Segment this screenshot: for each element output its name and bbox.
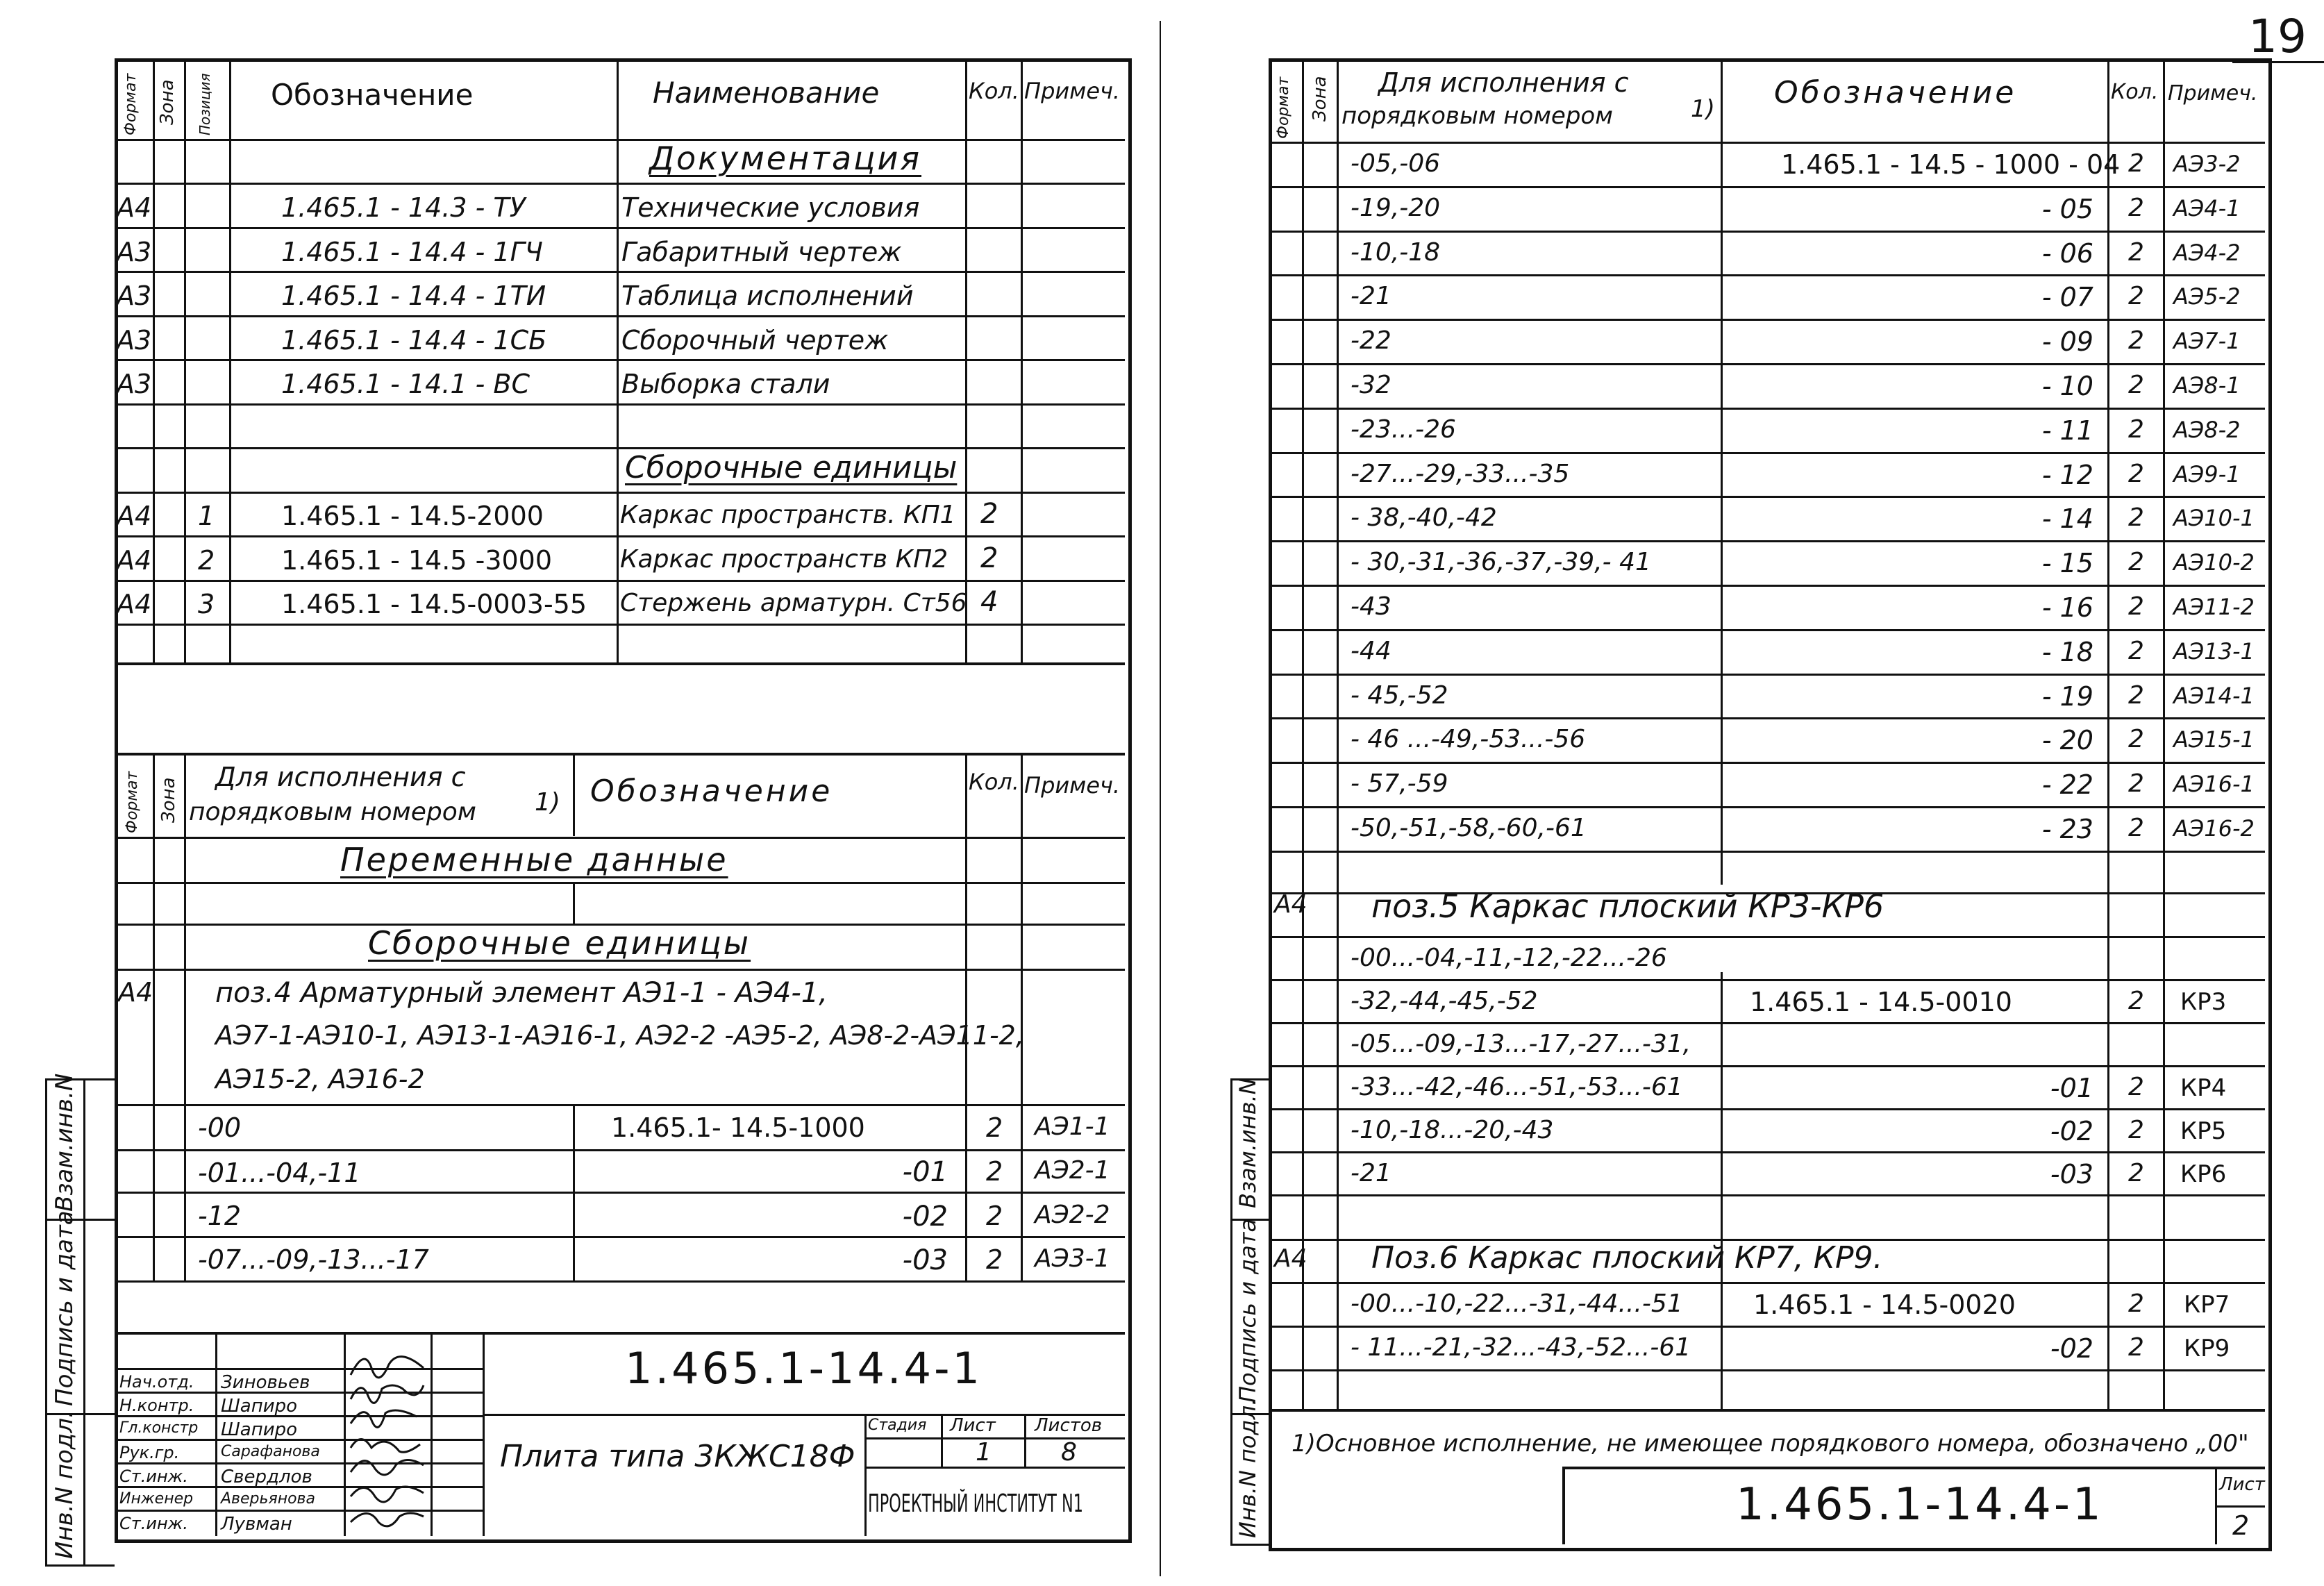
table-row-qty: 2 [2128,503,2144,533]
table-row-qty: 2 [2128,681,2144,710]
pos5-format: А4 [1274,890,1307,919]
table-row-designation: -03 [2050,1158,2093,1190]
table-row-note: АЭ2-2 [1035,1201,1110,1229]
table-row-variant: -27...-29,-33...-35 [1351,459,1570,488]
table-row-note: АЭ3-2 [2173,151,2241,177]
row-divider [1269,1282,2265,1284]
table-row-designation: - 05 [2041,193,2093,224]
table-row-qty: 2 [2128,459,2144,488]
doc-row-designation: 1.465.1 - 14.4 - 1ГЧ [281,237,543,267]
col-header-zone: Зона [157,79,178,125]
r-header-zone: Зона [1310,76,1330,122]
signatures-image [347,1340,427,1535]
unit-row-position: 1 [198,501,215,531]
table-row-note: КР3 [2180,987,2227,1016]
table-row-designation: - 06 [2041,237,2093,269]
table-row-note: АЭ14-1 [2173,682,2255,709]
tb-name: Шапиро [221,1419,298,1440]
row-divider [1269,1065,2265,1067]
table-row-designation: -03 [902,1244,948,1276]
table-row-note: АЭ13-1 [2173,637,2255,665]
table-row-designation: - 22 [2041,769,2093,801]
col-header-format: Формат [122,73,140,135]
unit-row-designation: 1.465.1 - 14.5 -3000 [281,545,553,576]
doc-row-designation: 1.465.1 - 14.4 - 1ТИ [281,281,546,311]
table-row-variant: -05...-09,-13...-17,-27...-31, [1351,1029,1691,1058]
table-row-variant: -12 [198,1201,242,1231]
stamp-replacement: Взам.инв.N [51,1073,78,1212]
table-row-qty: 2 [986,1112,1003,1143]
table-row-note: АЭ16-1 [2173,771,2255,798]
row-divider [1269,762,2265,764]
table-row-designation: -02 [2050,1333,2093,1364]
row-divider [1269,496,2265,498]
table-row-variant: -01...-04,-11 [198,1158,361,1188]
tb-title: Плита типа 3КЖС18Ф [500,1439,855,1474]
tb-role: Нач.отд. [119,1372,194,1392]
table-row-qty: 2 [2128,986,2144,1015]
table-row-designation: - 14 [2041,503,2093,535]
unit-row-position: 3 [198,589,215,619]
doc-row-designation: 1.465.1 - 14.3 - ТУ [281,192,526,223]
table-row-designation: - 12 [2041,459,2093,490]
tb-role: Ст.инж. [119,1467,188,1486]
table-row-note: АЭ15-1 [2173,726,2255,753]
table-row-qty: 2 [2128,769,2144,799]
row-divider [1269,629,2265,631]
table-row-designation: - 23 [2041,814,2093,844]
doc-row-name: Габаритный чертеж [621,237,902,267]
section-variable-data: Переменные данные [340,841,728,878]
t2-header-qty: Кол. [969,769,1019,795]
r-header-format: Формат [1275,76,1292,139]
stamp-inventory: Инв.N подл. [51,1410,78,1559]
table-row-note: АЭ7-1 [2173,328,2241,355]
table-row-designation: 1.465.1- 14.5-1000 [611,1112,865,1143]
stamp-signature-date: Подпись и дата [51,1210,78,1406]
table-row-qty: 2 [2128,1333,2144,1362]
footnote: 1)Основное исполнение, не имеющее порядкового номера, обозначено „00" [1291,1430,2249,1458]
table-row-qty: 2 [2128,1072,2144,1101]
table-row-qty: 2 [2128,415,2144,444]
pos6-format: А4 [1274,1244,1307,1273]
table-row-note: АЭ3-1 [1035,1244,1110,1273]
table-row-designation: 1.465.1 - 14.5-0020 [1753,1289,2016,1320]
table-row-note: КР9 [2184,1334,2230,1362]
unit-row-name: Каркас пространств. КП1 [620,501,956,529]
tb-sheets-label: Листов [1035,1415,1103,1436]
table-row-qty: 2 [2128,1115,2144,1144]
table-row-qty: 2 [2128,592,2144,621]
col-header-designation: Обозначение [271,78,474,112]
table-row-note: АЭ4-1 [2173,194,2241,222]
r-header-qty: Кол. [2111,80,2159,104]
table-row-variant: - 30,-31,-36,-37,-39,- 41 [1351,548,1651,577]
pos4-line: поз.4 Арматурный элемент АЭ1-1 - АЭ4-1, [215,977,828,1009]
table-row-note: АЭ10-1 [2173,505,2255,532]
tb-role: Рук.гр. [119,1443,180,1462]
tb-name: Свердлов [221,1467,312,1487]
table-row-note: АЭ8-2 [2173,416,2241,443]
tb-name: Аверьянова [221,1490,316,1508]
tb-role: Ст.инж. [119,1514,188,1533]
unit-row-name: Стержень арматурн. Ст56 [620,589,967,617]
table-row-designation: - 20 [2041,725,2093,756]
table-row-qty: 2 [2128,237,2144,267]
table-row-variant: - 38,-40,-42 [1351,503,1497,533]
t2-header-variant: Для исполнения с [215,762,466,792]
table-row-note: АЭ2-1 [1035,1156,1110,1185]
stamp-replacement: Взам.инв.N [1235,1078,1261,1208]
row-divider [1269,1151,2265,1153]
table-row-note: АЭ8-1 [2173,372,2241,399]
table-row-note: КР4 [2180,1074,2227,1102]
table-row-designation: - 11 [2041,415,2093,446]
pos4-line: АЭ15-2, АЭ16-2 [215,1064,425,1094]
row-divider [1269,674,2265,676]
table-row-designation: - 19 [2041,681,2093,712]
unit-row-designation: 1.465.1 - 14.5-0003-55 [281,589,587,619]
pos6-title: Поз.6 Каркас плоский КР7, КР9. [1371,1240,1883,1276]
t2-header-format: Формат [124,771,141,833]
table-row-note: АЭ1-1 [1035,1112,1110,1141]
tb-sheet-number: 1 [976,1438,992,1467]
col-header-position: Позиция [197,73,213,135]
table-row-qty: 2 [2128,282,2144,311]
row-divider [1269,1022,2265,1024]
table-row-note: КР6 [2180,1160,2227,1188]
r-sheet-label: Лист [2219,1474,2265,1495]
tb-doc-code: 1.465.1-14.4-1 [625,1343,983,1394]
r-header-note: Примеч. [2168,81,2258,106]
table-row-qty: 2 [2128,1158,2144,1187]
section-assembly-units-2: Сборочные единицы [368,924,751,962]
doc-row-format: А4 [117,192,152,223]
table-row-designation: 1.465.1 - 14.5-0010 [1750,986,2012,1017]
unit-row-format: А4 [117,501,152,531]
doc-row-name: Сборочный чертеж [621,325,889,356]
tb-name: Шапиро [221,1396,298,1417]
doc-row-format: А3 [117,237,152,267]
tb-role: Н.контр. [119,1396,194,1415]
t2-header-note: Примеч. [1024,772,1121,799]
table-row-qty: 2 [2128,326,2144,356]
table-row-note: КР5 [2180,1117,2227,1145]
doc-row-name: Технические условия [621,192,920,223]
tb-organization: ПРОЕКТНЫЙ ИНСТИТУТ N1 [868,1489,1083,1518]
t2-header-footnote-mark: 1) [535,788,560,817]
table-row-designation: - 18 [2041,636,2093,667]
pos4-format: А4 [118,977,153,1008]
row-divider [1269,363,2265,365]
table-row-note: АЭ16-2 [2173,815,2255,842]
table-row-variant: -00...-10,-22...-31,-44...-51 [1351,1289,1683,1318]
t2-header-designation: Обозначение [590,774,833,809]
doc-row-name: Выборка стали [621,369,830,399]
doc-row-designation: 1.465.1 - 14.1 - ВС [281,369,530,399]
row-divider [1269,851,2265,853]
doc-row-format: А3 [117,281,152,311]
table-row-designation: - 09 [2041,326,2093,358]
table-row-qty: 2 [986,1156,1003,1187]
unit-row-name: Каркас пространств КП2 [620,545,948,574]
table-row-variant: -50,-51,-58,-60,-61 [1351,814,1587,842]
tb-sheet-label: Лист [950,1415,996,1436]
tb-role: Гл.констр [119,1419,199,1437]
table-row-designation: - 07 [2041,282,2093,313]
table-row-variant: -21 [1351,1158,1391,1187]
table-row-qty: 2 [2128,636,2144,665]
doc-row-name: Таблица исполнений [621,281,914,311]
pos4-line: АЭ7-1-АЭ10-1, АЭ13-1-АЭ16-1, АЭ2-2 -АЭ5-2, АЭ8-2-АЭ11-2, [215,1020,1024,1051]
table-row-designation: - 10 [2041,371,2093,401]
r-header-variant: Для исполнения с [1378,67,1629,98]
unit-row-qty: 2 [980,498,998,530]
table-row-variant: -32,-44,-45,-52 [1351,986,1538,1015]
tb-sheets-count: 8 [1061,1438,1077,1467]
tb-stage-label: Стадия [868,1417,927,1434]
col-header-name: Наименование [653,76,880,110]
table-row-variant: -21 [1351,282,1391,311]
table-row-variant: - 57,-59 [1351,769,1448,799]
table-row-qty: 2 [2128,193,2144,222]
row-divider [1269,1326,2265,1328]
t2-header-zone: Зона [158,777,179,823]
row-divider [1269,319,2265,321]
table-row-variant: -05,-06 [1351,149,1441,178]
col-header-qty: Кол. [969,78,1019,104]
table-row-qty: 2 [2128,725,2144,754]
row-divider [1269,408,2265,410]
table-row-variant: - 11...-21,-32...-43,-52...-61 [1351,1333,1691,1362]
r-header-designation: Обозначение [1774,75,2017,110]
row-divider [1269,231,2265,233]
table-row-note: АЭ5-2 [2173,283,2241,310]
unit-row-format: А4 [117,589,152,619]
table-row-variant: -22 [1351,326,1391,356]
r-sheet-number: 2 [2232,1510,2250,1541]
unit-row-qty: 4 [980,586,998,618]
tb-role: Инженер [119,1490,194,1508]
row-divider [1269,540,2265,542]
table-row-variant: -19,-20 [1351,193,1441,222]
table-row-designation: -01 [2050,1072,2093,1103]
table-row-variant: -32 [1351,371,1391,399]
table-row-variant: -07...-09,-13...-17 [198,1244,429,1275]
table-row-variant: -10,-18 [1351,237,1441,267]
table-row-variant: -23...-26 [1351,415,1456,444]
table-row-note: АЭ10-2 [2173,549,2255,576]
table-row-designation: - 15 [2041,548,2093,579]
doc-row-designation: 1.465.1 - 14.4 - 1СБ [281,325,547,356]
table-row-variant: - 46 ...-49,-53...-56 [1351,725,1586,754]
row-divider [1269,717,2265,719]
table-row-note: АЭ11-2 [2173,594,2255,620]
row-divider [1269,806,2265,808]
row-divider [1269,936,2265,938]
r-doc-code: 1.465.1-14.4-1 [1736,1479,2104,1530]
row-divider [1269,1369,2265,1371]
table-row-variant: -00 [198,1112,242,1143]
row-divider [1269,1194,2265,1196]
t2-header-variant: порядковым номером [189,798,476,826]
row-divider [1269,186,2265,188]
table-row-variant: -43 [1351,592,1391,621]
page-fold-line [1160,21,1161,1576]
tb-name: Зиновьев [221,1372,310,1393]
table-row-variant: -33...-42,-46...-51,-53...-61 [1351,1072,1683,1101]
table-row-qty: 2 [2128,1289,2144,1318]
table-row-note: КР7 [2184,1290,2230,1319]
table-row-qty: 2 [2128,814,2144,842]
row-divider [1269,979,2265,981]
doc-row-format: А3 [117,369,152,399]
unit-row-qty: 2 [980,542,998,574]
section-documentation: Документация [649,140,922,177]
unit-row-position: 2 [198,545,215,576]
section-assembly-units: Сборочные единицы [625,450,958,485]
row-divider [1269,452,2265,454]
row-divider [1269,585,2265,587]
table-row-variant: -10,-18...-20,-43 [1351,1115,1554,1144]
table-row-qty: 2 [986,1201,1003,1231]
unit-row-format: А4 [117,545,152,576]
table-row-variant: -44 [1351,636,1391,665]
table-row-designation: 1.465.1 - 14.5 - 1000 - 04 [1781,149,2121,180]
row-divider [1269,1108,2265,1110]
doc-row-format: А3 [117,325,152,356]
table-row-qty: 2 [2128,149,2144,178]
table-row-qty: 2 [986,1244,1003,1275]
row-divider [1269,274,2265,276]
table-row-designation: -02 [902,1201,948,1233]
tb-name: Сарафанова [221,1443,320,1460]
table-row-note: АЭ9-1 [2173,460,2241,487]
r-header-footnote-mark: 1) [1691,95,1715,123]
pos5-title: поз.5 Каркас плоский КР3-КР6 [1371,887,1884,925]
stamp-signature-date: Подпись и дата [1235,1218,1261,1403]
r-header-variant: порядковым номером [1341,102,1613,130]
table-row-designation: - 16 [2041,592,2093,623]
tb-name: Лувман [221,1514,292,1535]
page-number: 19 [2248,10,2307,63]
table-row-variant: - 45,-52 [1351,681,1448,710]
stamp-inventory: Инв.N подл. [1235,1398,1261,1538]
table-row-variant: -00...-04,-11,-12,-22...-26 [1351,943,1667,972]
table-row-qty: 2 [2128,371,2144,399]
table-row-qty: 2 [2128,548,2144,577]
table-row-designation: -01 [902,1156,948,1188]
table-row-note: АЭ4-2 [2173,239,2241,266]
table-row-designation: -02 [2050,1115,2093,1146]
col-header-note: Примеч. [1024,78,1121,104]
unit-row-designation: 1.465.1 - 14.5-2000 [281,501,544,531]
